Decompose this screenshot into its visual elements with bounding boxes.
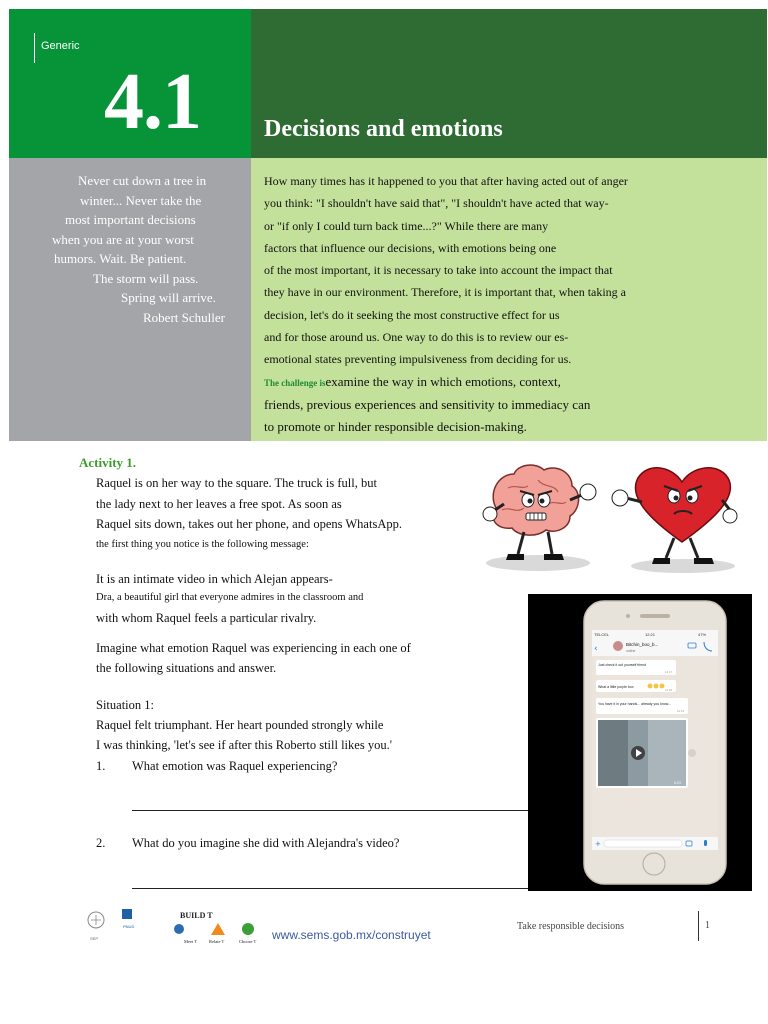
footer-divider xyxy=(698,911,699,941)
message-text: Just check it out yourself friend xyxy=(598,663,647,667)
build-t-label: BUILD T xyxy=(180,911,213,920)
quote-line: Never cut down a tree in xyxy=(78,173,207,188)
answer-line[interactable] xyxy=(132,888,528,889)
intro-line: you think: "I shouldn't have said that", "I shouldn't have acted that way- xyxy=(264,196,609,211)
question-number: 1. xyxy=(96,759,106,773)
activity-title: Activity 1. xyxy=(79,455,137,470)
intro-line: or "if only I could turn back time...?" While there are many xyxy=(264,218,549,233)
intro-line: they have in our environment. Therefore, it is important that, when taking a xyxy=(264,285,627,300)
unit-title: Decisions and emotions xyxy=(264,116,503,142)
footer-logos xyxy=(82,906,262,946)
add-attachment-icon: + xyxy=(595,840,601,848)
situation-title: Situation 1: xyxy=(96,698,154,712)
quote-line: most important decisions xyxy=(65,212,196,227)
phone-whatsapp-image xyxy=(528,594,752,891)
answer-line[interactable] xyxy=(132,810,528,811)
phone-battery: 47% xyxy=(698,632,707,637)
situation-text: I was thinking, 'let's see if after this Roberto still likes you.' xyxy=(96,738,392,752)
forward-icon xyxy=(688,749,696,757)
contact-name: Bitchin_boo_b... xyxy=(626,642,659,647)
back-chevron-icon: ‹ xyxy=(594,644,598,654)
message-time: 12:19 xyxy=(677,709,684,713)
message-time: 12:18 xyxy=(665,688,672,692)
quote-line: winter... Never take the xyxy=(80,192,202,208)
quote xyxy=(40,171,236,327)
story-line: the first thing you notice is the following message: xyxy=(96,538,309,550)
intro-line: decision, let's do it seeking the most constructive effect for us xyxy=(264,307,560,322)
message-input xyxy=(604,840,682,847)
intro-paragraph xyxy=(264,170,760,439)
intro-line: of the most important, it is necessary to take into account the impact that xyxy=(264,263,613,278)
intro-line: How many times has it happened to you that after having acted out of anger xyxy=(264,174,628,188)
question-text: What emotion was Raquel experiencing? xyxy=(132,759,338,773)
instruction: Imagine what emotion Raquel was experiencing in each one of xyxy=(96,641,411,655)
microphone-icon xyxy=(704,840,707,846)
challenge-text: examine the way in which emotions, context, xyxy=(325,373,561,389)
choose-t-icon xyxy=(242,923,254,935)
phone-time: 12:21 xyxy=(645,632,656,637)
brain-character xyxy=(483,465,596,560)
challenge-line xyxy=(264,371,760,394)
question-number: 2. xyxy=(96,836,106,850)
contact-status: online xyxy=(626,649,636,653)
page-number: 1 xyxy=(705,920,710,931)
message-time: 12:17 xyxy=(665,670,672,674)
story-line: Raquel sits down, takes out her phone, and opens WhatsApp. xyxy=(96,517,402,531)
footer-url-link[interactable]: www.sems.gob.mx/construyet xyxy=(272,928,431,942)
sep-logo-text: SEP xyxy=(90,936,99,941)
story-line: the lady next to her leaves a free spot. As soon as xyxy=(96,496,342,511)
category-divider xyxy=(34,33,35,63)
unit-number: 4.1 xyxy=(104,58,201,146)
quote-line: The storm will pass. xyxy=(93,270,199,286)
quote-author: Robert Schuller xyxy=(143,309,225,325)
pnud-logo-text: PNUD xyxy=(123,924,135,929)
video-description: It is an intimate video in which Alejan appears- xyxy=(96,572,333,586)
home-button xyxy=(643,853,665,875)
build-icon-label: Meet T xyxy=(184,939,198,944)
story-paragraph xyxy=(96,473,426,555)
heart-character xyxy=(612,468,737,564)
instruction: the following situations and answer. xyxy=(96,661,277,675)
relate-t-icon xyxy=(211,923,225,935)
intro-line: factors that influence our decisions, with emotions being one xyxy=(264,240,557,255)
quote-line: when you are at your worst xyxy=(52,231,194,247)
video-duration: 0:23 xyxy=(674,781,681,785)
quote-line: Spring will arrive. xyxy=(121,290,216,305)
meet-t-icon xyxy=(174,924,184,934)
intro-line: and for those around us. One way to do this is to review our es- xyxy=(264,330,569,345)
brain-vs-heart-illustration xyxy=(478,458,740,576)
challenge-text: friends, previous experiences and sensitivity to immediacy can xyxy=(264,396,591,412)
category-label: Generic xyxy=(41,40,80,52)
question-text: What do you imagine she did with Alejandra's video? xyxy=(132,836,400,850)
message-text: What a little purple box xyxy=(598,685,634,689)
build-icon-label: Choose T xyxy=(239,939,257,944)
intro-line: emotional states preventing impulsiveness from deciding for us. xyxy=(264,352,572,367)
quote-line: humors. Wait. Be patient. xyxy=(54,251,187,266)
message-text: You have it in your hands... already you know... xyxy=(598,702,672,706)
challenge-text: to promote or hinder responsible decision-making. xyxy=(264,419,527,435)
build-icon-label: Relate T xyxy=(209,939,225,944)
phone-carrier: TELCEL xyxy=(594,632,610,637)
pnud-logo xyxy=(122,909,132,919)
story-line: Raquel is on her way to the square. The truck is full, but xyxy=(96,476,377,490)
video-description: with whom Raquel feels a particular rivalry. xyxy=(96,611,317,625)
challenge-label: The challenge is xyxy=(264,377,326,388)
video-description: Dra, a beautiful girl that everyone admires in the classroom and xyxy=(96,592,364,603)
footer-tagline: Take responsible decisions xyxy=(517,921,625,932)
situation-text: Raquel felt triumphant. Her heart pounded strongly while xyxy=(96,718,384,732)
